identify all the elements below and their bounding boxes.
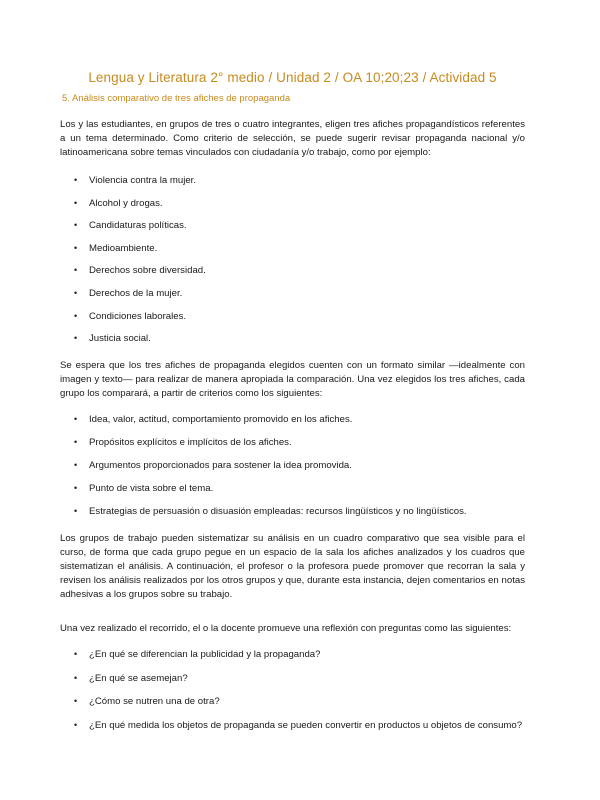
- bullet-icon: •: [74, 437, 78, 448]
- expectation-paragraph: Se espera que los tres afiches de propaganda elegidos cuenten con un formato similar —idealmente con imagen y texto— para realizar de manera apropiada la comparación. Una vez elegidos los tres afiches, cada grupo los comparará, a partir de criterios como los siguientes:: [60, 360, 525, 400]
- list-item: • Propósitos explícitos e implícitos de los afiches.: [74, 437, 292, 449]
- bullet-icon: •: [74, 672, 78, 683]
- list-item: • ¿Cómo se nutren una de otra?: [74, 696, 220, 708]
- topics-list: [60, 174, 525, 345]
- groups-paragraph: Los grupos de trabajo pueden sistematizar su análisis en un cuadro comparativo que sea visible para el curso, de forma que cada grupo pegue en un espacio de la sala los afiches analizados y los cuadros que sistematizan el análisis. A continuación, el profesor o la profesora puede promover que recorran la sala y revisen los análisis realizados por los otros grupos y que, durante esta instancia, dejen comentarios en notas adhesivas a los grupos sobre su trabajo.: [60, 533, 525, 601]
- document-title: Lengua y Literatura 2° medio / Unidad 2 / OA 10;20;23 / Actividad 5: [88, 70, 497, 85]
- bullet-icon: •: [74, 197, 78, 208]
- bullet-icon: •: [74, 696, 78, 707]
- questions-list: [60, 648, 525, 732]
- list-item: • Alcohol y drogas.: [74, 197, 163, 209]
- bullet-icon: •: [74, 649, 78, 660]
- list-item: • Medioambiente.: [74, 242, 158, 254]
- bullet-icon: •: [74, 220, 78, 231]
- intro-paragraph: Los y las estudiantes, en grupos de tres o cuatro integrantes, eligen tres afiches propagandísticos referentes a un tema determinado. Como criterio de selección, se puede sugerir revisar propaganda nacional y/o latinoamericana sobre temas vinculados con ciudadanía y/o trabajo, como por ejemplo:: [60, 119, 525, 158]
- list-item: • ¿En qué medida los objetos de propaganda se pueden convertir en productos u objetos de consumo?: [74, 719, 523, 731]
- list-item: • ¿En qué se diferencian la publicidad y la propaganda?: [74, 649, 321, 661]
- list-item: • Justicia social.: [74, 333, 151, 345]
- reflection-intro-paragraph: Una vez realizado el recorrido, el o la docente promueve una reflexión con preguntas como las siguientes:: [60, 623, 512, 635]
- list-item: • Candidaturas políticas.: [74, 220, 187, 232]
- bullet-icon: •: [74, 333, 78, 344]
- list-item: • Condiciones laborales.: [74, 310, 187, 322]
- criteria-list: [60, 413, 525, 518]
- list-item: • Punto de vista sobre el tema.: [74, 483, 214, 495]
- list-item: • Estrategias de persuasión o disuasión empleadas: recursos lingüísticos y no lingüísticos.: [74, 506, 467, 518]
- bullet-icon: •: [74, 506, 78, 517]
- list-item: • Idea, valor, actitud, comportamiento promovido en los afiches.: [74, 414, 353, 426]
- bullet-icon: •: [74, 460, 78, 471]
- bullet-icon: •: [74, 242, 78, 253]
- list-item: • Violencia contra la mujer.: [74, 175, 197, 186]
- bullet-icon: •: [74, 310, 78, 321]
- list-item: • Argumentos proporcionados para sostener la idea promovida.: [74, 460, 352, 472]
- bullet-icon: •: [74, 483, 78, 494]
- document-page: [60, 70, 525, 742]
- list-item: • ¿En qué se asemejan?: [74, 672, 188, 684]
- bullet-icon: •: [74, 175, 78, 185]
- bullet-icon: •: [74, 414, 78, 425]
- activity-subtitle: 5. Análisis comparativo de tres afiches de propaganda: [62, 93, 291, 104]
- list-item: • Derechos sobre diversidad.: [74, 265, 206, 277]
- bullet-icon: •: [74, 719, 78, 730]
- bullet-icon: •: [74, 287, 78, 298]
- bullet-icon: •: [74, 265, 78, 276]
- list-item: • Derechos de la mujer.: [74, 287, 183, 299]
